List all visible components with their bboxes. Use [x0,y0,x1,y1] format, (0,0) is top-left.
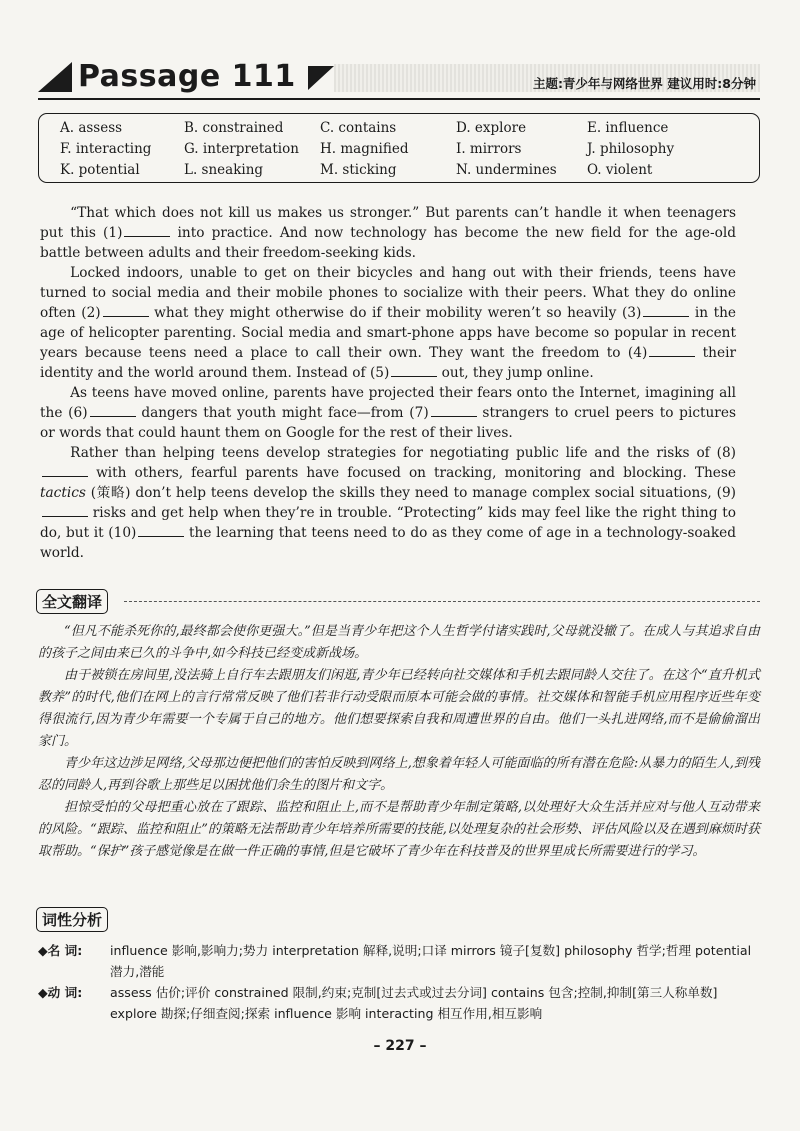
blank-number: (7) [409,405,429,421]
word-option: K. potential [60,162,140,178]
text-run: in the age of helicopter parenting. Social media and smart-phone apps have become so popular in recent years because teens need a place to call their own. They want the freedom to [40,305,736,361]
analysis-label: 词性分析 [36,907,108,932]
noun-label: ◆名 词: [38,943,83,958]
blank-line [90,404,136,417]
text-run: don’t help teens develop the skills they need to manage complex social situations, [135,485,717,501]
blank-line [42,504,88,517]
right-triangle-icon [308,66,334,90]
blank-number: (5) [369,365,390,381]
word-option: G. interpretation [184,141,299,157]
verb-label: ◆动 词: [38,985,83,1000]
paragraph-2 [40,263,736,383]
text-run: As teens have moved online, parents have projected their fears onto the Internet, imagining all the [40,385,736,421]
passage-text [40,203,736,563]
text-run: “That which does not kill us makes us stronger.” But parents can’t handle it when teenagers put this [40,205,736,241]
word-option: E. influence [587,120,669,136]
translation-paragraph: 青少年这边涉足网络,父母那边便把他们的害怕反映到网络上,想象着年轻人可能面临的所有潜在危险:从暴力的陌生人,到残忍的同龄人,再到谷歌上那些足以困扰他们余生的图片和文字。 [38,756,760,793]
translation-paragraph: 担惊受怕的父母把重心放在了跟踪、监控和阻止上,而不是帮助青少年制定策略,以处理好大众生活并应对与他人互动带来的风险。“跟踪、监控和阻止”的策略无法帮助青少年培养所需要的技能,以处理复杂的社会形势、评估风险以及在遇到麻烦时获取帮助。“保护”孩子感觉像是在做一件正确的事情,但是它破坏了青少年在科技普及的世界里成长所需要进行的学习。 [38,800,760,859]
topic-label: 主题:青少年与网络世界 建议用时:8分钟 [532,76,756,91]
text-run: dangers that youth might face—from [135,405,410,421]
italic-term: tactics [40,485,86,501]
header-rule [38,98,760,100]
translation-paragraph: 由于被锁在房间里,没法骑上自行车去跟朋友们闲逛,青少年已经转向社交媒体和手机去跟同龄人交往了。在这个“直升机式教养”的时代,他们在网上的言行常常反映了他们若非行动受限而原本可能会做的事情。社交媒体和智能手机应用程序近些年变得很流行,因为青少年需要一个专属于自己的地方。他们想要探索自我和周遭世界的自由。他们一头扎进网络,而不是偷偷溜出家门。 [38,668,760,749]
header-band [334,64,760,92]
left-triangle-icon [38,62,72,92]
blank-line [103,304,149,317]
blank-number: (8) [716,445,736,461]
text-run: the learning that teens need to do as they come of age in a technology-soaked world. [40,525,736,561]
gloss: (策略) [85,485,136,501]
page-number: – 227 – [373,1038,427,1054]
verb-text: assess 估价;评价 constrained 限制,约束;克制[过去式或过去分词] contains 包含;控制,抑制[第三人称单数] explore 勘探;仔细查阅;探索 influence 影响 interacting 相互作用,相互影响 [110,985,718,1021]
section-divider [124,601,760,602]
text-run: into practice. And now technology has become the new field for the age-old battle between adults and their freedom-seeking kids. [40,225,736,261]
text-run: what they might otherwise do if their mobility weren’t so heavily [148,305,622,321]
word-option: L. sneaking [184,162,264,178]
word-option: F. interacting [60,141,152,157]
blank-line [649,344,695,357]
text-run: Locked indoors, unable to get on their bicycles and hang out with their friends, teens have turned to social media and their mobile phones to socialize with their peers. What they do online often [40,265,736,321]
blank-line [124,224,170,237]
verb-row [38,982,760,1024]
blank-number: (3) [621,305,642,321]
text-run: with others, fearful parents have focused on tracking, monitoring and blocking. These [88,465,736,481]
passage-header [38,58,760,98]
paragraph-1 [40,203,736,263]
blank-line [42,464,88,477]
blank-line [391,364,437,377]
paragraph-4 [40,443,736,563]
word-analysis [38,940,760,1024]
text-run: strangers to cruel peers to pictures or words that could haunt them on Google for the rest of their lives. [40,405,736,441]
blank-number: (2) [81,305,101,321]
text-run: risks and get help when they’re in trouble. “Protecting” kids may feel like the right thing to do, but it [40,505,736,541]
word-bank [38,113,760,183]
word-option: O. violent [587,162,653,178]
word-option: H. magnified [320,141,409,157]
paragraph-3 [40,383,736,443]
passage-title: Passage 111 [78,59,296,94]
word-option: J. philosophy [587,141,675,157]
text-run: Rather than helping teens develop strategies for negotiating public life and the risks of [70,445,717,461]
text-run: their identity and the world around them. Instead of [40,345,736,381]
word-option: A. assess [60,120,123,136]
word-option: M. sticking [320,162,397,178]
blank-line [431,404,477,417]
translation-label: 全文翻译 [36,589,108,614]
blank-line [138,524,184,537]
word-option: D. explore [456,120,527,136]
word-bank-grid [60,118,749,181]
blank-number: (1) [103,225,123,241]
text-run: out, they jump online. [437,365,594,381]
word-option: B. constrained [184,120,284,136]
blank-number: (10) [108,525,137,541]
blank-number: (4) [627,345,648,361]
blank-number: (6) [68,405,88,421]
noun-text: influence 影响,影响力;势力 interpretation 解释,说明;口译 mirrors 镜子[复数] philosophy 哲学;哲理 potential 潜力,潜能 [110,943,752,979]
word-option: C. contains [320,120,397,136]
translation-text [38,621,760,863]
blank-line [643,304,689,317]
translation-paragraph: “但凡不能杀死你的,最终都会使你更强大。”但是当青少年把这个人生哲学付诸实践时,父母就没辙了。在成人与其追求自由的孩子之间由来已久的斗争中,如今科技已经变成新战场。 [38,624,760,661]
word-option: I. mirrors [456,141,522,157]
noun-row [38,940,760,982]
blank-number: (9) [716,485,736,501]
word-option: N. undermines [456,162,557,178]
